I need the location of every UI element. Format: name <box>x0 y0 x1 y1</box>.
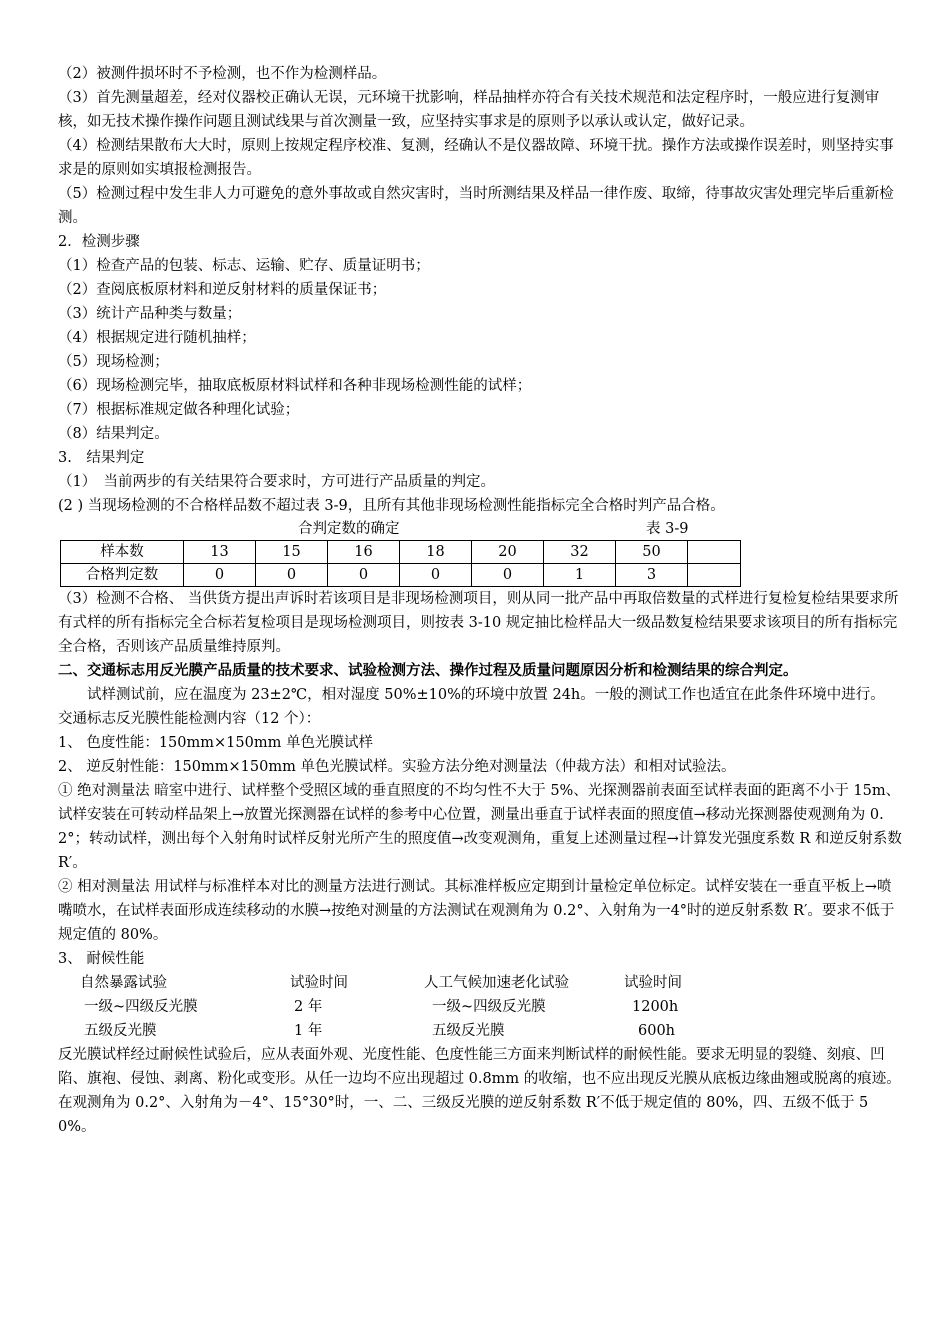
weather-cell: 600h <box>638 1023 676 1039</box>
table-cell: 18 <box>400 541 472 564</box>
table-cell: 0 <box>328 564 400 587</box>
weather-header: 试验时间 <box>624 975 682 991</box>
table-cell: 3 <box>616 564 688 587</box>
table-cell <box>688 564 741 587</box>
judgement-2: (2 ) 当现场检测的不合格样品数不超过表 3-9，且所有其他非现场检测性能指标完全合格时判产品合格。 <box>58 498 725 514</box>
table-cell: 15 <box>256 541 328 564</box>
weather-cell: 五级反光膜 <box>432 1023 505 1039</box>
table-cell: 20 <box>472 541 544 564</box>
step-7: （7）根据标准规定做各种理化试验； <box>58 402 300 418</box>
section-heading-retroreflective-film: 二、交通标志用反光膜产品质量的技术要求、试验检测方法、操作过程及质量问题原因分析和检测结果的综合判定。 <box>58 662 798 679</box>
item-chromaticity: 1、 色度性能：150mm×150mm 单色光膜试样 <box>58 735 373 751</box>
step-5: （5）现场检测； <box>58 354 169 370</box>
para-scatter-results: （4）检测结果散布大大时，原则上按规定程序校准、复测，经确认不是仪器故障、环境干扰。操作方法或操作误差时，则坚持实事求是的原则如实填报检测报告。 <box>58 138 894 178</box>
judgement-3: （3）检测不合格、 当供货方提出声诉时若该项目是非现场检测项目，则从同一批产品中再取倍数量的式样进行复检复检结果要求所有式样的所有指标完全合标若复检项目是现场检测项目，则按表 3-10 规定抽比检样品大一级品数复检结果要求该项目的所有指标完全合格，否则该产品质量维持原判。 <box>58 591 899 655</box>
table-cell: 0 <box>184 564 256 587</box>
table-caption <box>58 518 904 540</box>
item-retroreflection: 2、 逆反射性能：150mm×150mm 单色光膜试样。实验方法分绝对测量法（仲裁方法）和相对试验法。 <box>58 759 736 775</box>
item-weatherability: 3、 耐候性能 <box>58 951 145 967</box>
heading-test-steps: 2．检测步骤 <box>58 234 140 250</box>
para-damaged-sample: （2）被测件损坏时不予检测，也不作为检测样品。 <box>58 66 387 82</box>
document-page <box>58 62 904 1139</box>
weather-cell: 1200h <box>632 999 679 1015</box>
weather-cell: 五级反光膜 <box>84 1023 157 1039</box>
step-6: （6）现场检测完毕，抽取底板原材料试样和各种非现场检测性能的试样； <box>58 378 532 394</box>
acceptance-table <box>60 540 741 587</box>
weather-header: 试验时间 <box>290 975 348 991</box>
table-title: 合判定数的确定 <box>298 521 400 537</box>
step-8: （8）结果判定。 <box>58 426 169 442</box>
para-weathering-requirements: 反光膜试样经过耐候性试验后，应从表面外观、光度性能、色度性能三方面来判断试样的耐候性能。要求无明显的裂缝、刻痕、凹陷、旗袍、侵蚀、剥离、粉化或变形。从任一边均不应出现超过 0.8mm 的收缩，也不应出现反光膜从底板边缘曲翘或脱离的痕迹。在观测角为 0.2°、入射角为－4°、15°30°时，一、二、三级反光膜的逆反射系数 R′不低于规定值的 80%，四、五级不低于 50%。 <box>58 1047 901 1135</box>
table-row-acceptance-number <box>61 564 741 587</box>
para-test-items: 交通标志反光膜性能检测内容（12 个）： <box>58 711 321 727</box>
para-relative-method: ② 相对测量法 用试样与标准样本对比的测量方法进行测试。其标准样板应定期到计量检定单位标定。试样安装在一垂直平板上→喷嘴喷水，在试样表面形成连续移动的水膜→按绝对测量的方法测试在观测角为 0.2°、入射角为一4°时的逆反射系数 R′。要求不低于规定值的 80%。 <box>58 879 895 943</box>
table-row-label: 样本数 <box>61 541 184 564</box>
table-cell: 13 <box>184 541 256 564</box>
para-test-conditions: 试样测试前，应在温度为 23±2℃，相对湿度 50%±10%的环境中放置 24h。一般的测试工作也适宜在此条件环境中进行。 <box>87 687 885 703</box>
table-cell: 0 <box>472 564 544 587</box>
para-accident: （5）检测过程中发生非人力可避免的意外事故或自然灾害时，当时所测结果及样品一律作废、取缔，待事故灾害处理完毕后重新检测。 <box>58 186 894 226</box>
judgement-1: （1） 当前两步的有关结果符合要求时，方可进行产品质量的判定。 <box>58 474 495 490</box>
table-cell <box>688 541 741 564</box>
table-row-sample-size <box>61 541 741 564</box>
table-cell: 1 <box>544 564 616 587</box>
para-absolute-method: ① 绝对测量法 暗室中进行、试样整个受照区域的垂直照度的不均匀性不大于 5%、光探测器前表面至试样表面的距离不小于 15m、试样安装在可转动样品架上→放置光探测器在试样的参考中心位置，测量出垂直于试样表面的照度值→移动光探测器使观测角为 0.2°；转动试样，测出每个入射角时试样反射光所产生的照度值→改变观测角，重复上述测量过程→计算发光强度系数 R 和逆反射系数 R′。 <box>58 783 902 871</box>
step-3: （3）统计产品种类与数量； <box>58 306 242 322</box>
para-retest-review: （3）首先测量超差，经对仪器校正确认无误，元环境干扰影响，样品抽样亦符合有关技术规范和法定程序时，一般应进行复测审核，如无技术操作操作问题且测试线果与首次测量一致，应坚持实事求是的原则予以承认或认定，做好记录。 <box>58 90 880 130</box>
table-cell: 50 <box>616 541 688 564</box>
table-row-label: 合格判定数 <box>61 564 184 587</box>
table-cell: 0 <box>400 564 472 587</box>
step-4: （4）根据规定进行随机抽样； <box>58 330 256 346</box>
weather-header: 人工气候加速老化试验 <box>424 975 569 991</box>
table-cell: 16 <box>328 541 400 564</box>
table-number: 表 3-9 <box>646 521 689 537</box>
weather-cell: 1 年 <box>294 1023 323 1039</box>
weather-header: 自然暴露试验 <box>80 975 167 991</box>
table-cell: 32 <box>544 541 616 564</box>
weathering-test-grid <box>58 971 904 1043</box>
step-2: （2）查阅底板原材料和逆反射材料的质量保证书； <box>58 282 387 298</box>
step-1: （1）检查产品的包装、标志、运输、贮存、质量证明书； <box>58 258 430 274</box>
weather-cell: 一级~四级反光膜 <box>432 999 546 1015</box>
weather-cell: 2 年 <box>294 999 323 1015</box>
heading-result-judgement: 3. 结果判定 <box>58 450 145 466</box>
table-cell: 0 <box>256 564 328 587</box>
weather-cell: 一级~四级反光膜 <box>84 999 198 1015</box>
